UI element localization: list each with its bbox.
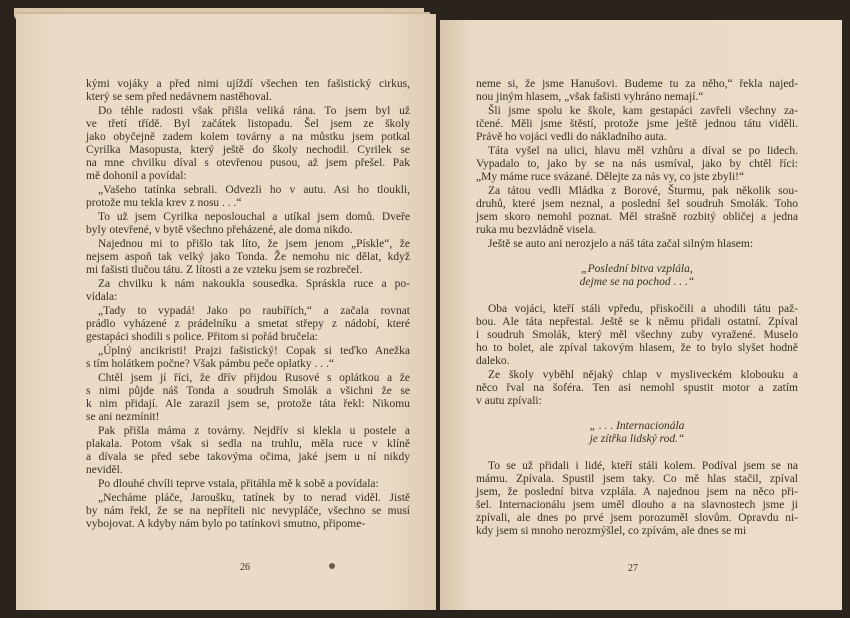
text-line: kdy jsem si mnoho nerozmýšlel, co zpívám, ale dnes se mi <box>476 525 747 537</box>
text-line: plakala. Potom však si sedla na truhlu, měla ruce v klíně <box>86 438 410 450</box>
text-line: Ze školy vyběhl nějaký chlap v mysliveckém klobouku a <box>488 369 798 381</box>
text-line: ruka mu bezvládně visela. <box>476 224 597 236</box>
text-line: „Necháme pláče, Jaroušku, tatínek by to nerad viděl. Jistě <box>98 492 410 504</box>
text-line: byly otevřené, v bytě všechno přeházené, ale doma nikdo. <box>86 224 353 236</box>
paragraph <box>86 345 410 371</box>
paragraph <box>86 492 410 531</box>
text-line: ve třetí třídě. Byl začátek listopadu. Šel jsem ze školy <box>86 118 410 130</box>
paragraph <box>476 78 798 104</box>
text-line: Pak přišla máma z továrny. Nejdřív si klekla u postele a <box>98 425 410 437</box>
text-line: „Poslední bitva vzplála, <box>581 263 693 275</box>
text-line: neviděl. <box>86 464 123 476</box>
text-line: prádlo vyházené z prádelníku a smetat střepy z nádobí, které <box>86 318 410 330</box>
text-line: kými vojáky a před nimi ujíždí všechen ten fašistický cirkus, <box>86 78 410 90</box>
text-line: zpívali, ale dnes po prvé jsem porozuměl slovům. Opravdu ni- <box>476 512 798 524</box>
paragraph <box>476 145 798 184</box>
text-line: k nim přidají. Ale zarazil jsem se, protože táta řekl: Nikomu <box>86 398 410 410</box>
text-line: na mne chvilku díval s otevřenou pusou, až jsem přešel. Pak <box>86 157 410 169</box>
verse-quote <box>476 263 798 289</box>
page-body <box>86 78 410 532</box>
text-line: jsem skoro nemohl poznat. Měl strašně rozbitý obličej a jedna <box>476 211 798 223</box>
text-line: je zítřka lidský rod.“ <box>589 433 685 445</box>
page-number: 26 <box>240 562 250 573</box>
paragraph <box>86 425 410 477</box>
paragraph <box>86 105 410 183</box>
text-line: jsem, že poslední bitva vzplála. A najednou jsem na něco při- <box>476 486 798 498</box>
paragraph <box>476 105 798 144</box>
text-line: vídala: <box>86 291 118 303</box>
text-line: To už jsem Cyrilka neposlouchal a utíkal jsem domů. Dveře <box>98 211 410 223</box>
text-line: gestapáci shodili s police. Přitom si pořád bručela: <box>86 331 318 343</box>
paragraph <box>86 278 410 304</box>
text-line: „ . . . Internacionála <box>589 420 685 432</box>
text-line: Vypadalo to, jako by se na nás usmíval, jako by chtěl říci: <box>476 158 798 170</box>
text-line: daleko. <box>476 355 510 367</box>
text-line: Oba vojáci, kteří stáli vpředu, přiskočili a uhodili tátu paž- <box>488 303 798 315</box>
ink-spot <box>329 563 335 569</box>
text-line: tčené. Měli jsme štěstí, protože jsme ještě jednou tátu viděli. <box>476 118 798 130</box>
text-line: Ještě se auto ani nerozjelo a náš táta začal silným hlasem: <box>488 238 754 250</box>
text-line: „My máme ruce svázané. Dělejte za nás vy, co jste zbyli!“ <box>476 171 745 183</box>
text-line: Táta vyšel na ulici, hlavu měl vzhůru a díval se po lidech. <box>488 145 798 157</box>
text-line: Za chvilku k nám nakoukla sousedka. Spráskla ruce a po- <box>98 278 410 290</box>
paragraph <box>476 460 798 538</box>
text-line: „Vašeho tatínka sebrali. Odvezli ho v autu. Asi ho tloukli, <box>98 184 410 196</box>
paragraph <box>86 78 410 104</box>
text-line: To se už přidali i lidé, kteří stáli kolem. Podíval jsem se na <box>488 460 798 472</box>
text-line: něco řval na šoféra. Ten asi nemohl spustit motor a zatím <box>476 382 798 394</box>
paragraph <box>476 303 798 368</box>
text-line: nou jiným hlasem, „však fašisti vyhráno nemají.“ <box>476 91 704 103</box>
paragraph <box>86 184 410 210</box>
paragraph <box>86 478 410 491</box>
text-line: „Tady to vypadá! Jako po raubířích,“ a začala rovnat <box>98 305 410 317</box>
text-line: vybojovat. A kdyby nám bylo po tatínkovi smutno, připome- <box>86 518 366 530</box>
text-line: ho to bolet, ale zpíval takovým hlasem, že to bylo slyšet hodně <box>476 342 798 354</box>
text-line: Právě ho vojáci vedli do nákladního auta. <box>476 131 667 143</box>
verse-quote <box>476 420 798 446</box>
page-number: 27 <box>628 563 638 574</box>
text-line: Za tátou vedli Mládka z Borové, Šturmu, pak několik sou- <box>488 185 798 197</box>
text-line: Po dlouhé chvíli teprve vstala, přitáhla mě k sobě a povídala: <box>98 478 379 490</box>
text-line: dejme se na pochod . . .“ <box>579 276 695 288</box>
text-line: neme si, že jsme Hanušovi. Budeme tu za něho,“ řekla najed- <box>476 78 798 90</box>
left-page <box>16 14 436 610</box>
text-line: mámu. Zpívala. Spustil jsem taky. Co mě hlas stačil, zpíval <box>476 473 798 485</box>
text-line: by nám řekl, že se na nepříteli nic nevypláče, všechno se musí <box>86 505 410 517</box>
text-line: s tím holátkem počne? Však pámbu peče oplatky . . .“ <box>86 358 334 370</box>
paragraph <box>476 185 798 237</box>
text-line: Cyrilka Masopusta, který ještě do školy nechodil. Cyrilek se <box>86 144 410 156</box>
text-line: který se sem před nedávnem nastěhoval. <box>86 91 272 103</box>
text-line: a dívala se před sebe takovýma očima, jaké jsem u ní nikdy <box>86 451 410 463</box>
page-body <box>476 78 798 539</box>
text-line: jako obyčejně zadem kolem továrny a na můstku jsem potkal <box>86 131 410 143</box>
text-line: „Úplný ancikristi! Prajzi fašistický! Copak si teďko Anežka <box>98 345 410 357</box>
paragraph <box>476 238 798 251</box>
text-line: Do téhle radosti však přišla veliká rána. To jsem byl už <box>98 105 410 117</box>
text-line: i soudruh Smolák, který měl všechny zuby vyražené. Muselo <box>476 329 798 341</box>
text-line: Chtěl jsem jí říci, že dřív přijdou Rusové s oplátkou a že <box>98 372 410 384</box>
text-line: se ani nezmínit! <box>86 411 160 423</box>
text-line: Šli jsme spolu ke škole, kam gestapáci zavřeli všechny za- <box>488 105 798 117</box>
text-line: protože mu tekla krev z nosu . . .“ <box>86 197 242 209</box>
text-line: druhů, které jsem neznal, a poslední šel soudruh Smolák. Toho <box>476 198 798 210</box>
text-line: v autu zpívali: <box>476 395 542 407</box>
paragraph <box>476 369 798 408</box>
paragraph <box>86 372 410 424</box>
text-line: mě dohonil a povídal: <box>86 170 187 182</box>
text-line: bou. Ale táta nepřestal. Ještě se k němu přidali ostatní. Zpíval <box>476 316 798 328</box>
paragraph <box>86 238 410 277</box>
text-line: mi fašisti tlučou tátu. Z lítosti a ze vzteku jsem se rozbrečel. <box>86 264 363 276</box>
text-line: s nimi půjde náš Tonda a soudruh Smolák a všichni že se <box>86 385 410 397</box>
text-line: šel. Internacionálu jsem uměl dlouho a na slavnostech jsme ji <box>476 499 798 511</box>
paragraph <box>86 305 410 344</box>
paragraph <box>86 211 410 237</box>
right-page <box>440 20 842 610</box>
text-line: Najednou mi to přišlo tak líto, že jsem jenom „Pískle“, že <box>98 238 410 250</box>
text-line: nejsem aspoň tak velký jako Tonda. Že nemohu nic dělat, když <box>86 251 410 263</box>
